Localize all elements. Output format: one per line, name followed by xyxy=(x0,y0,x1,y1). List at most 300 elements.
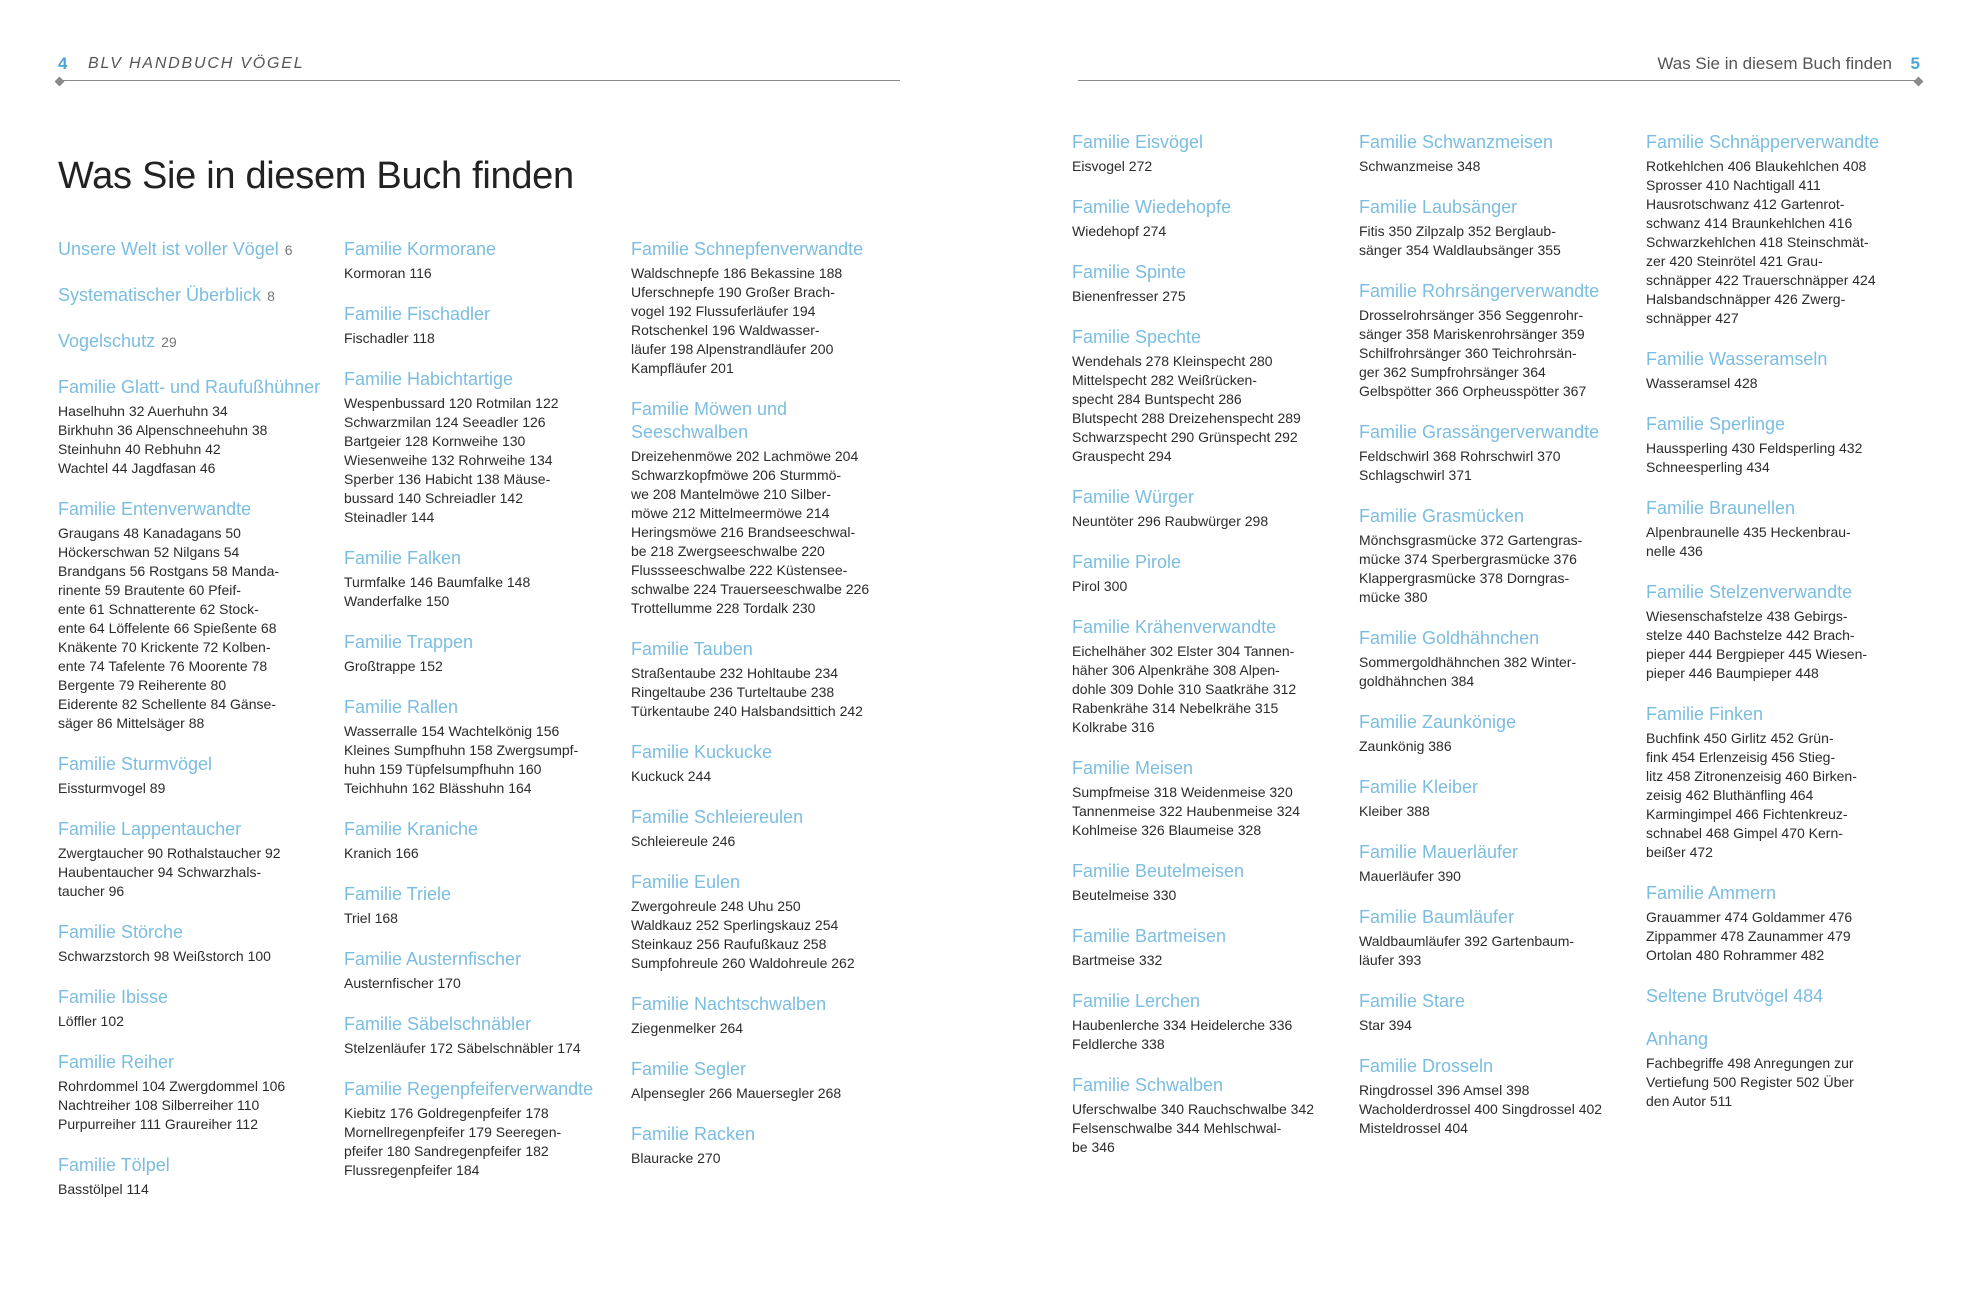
family-entry xyxy=(1359,841,1631,886)
species-line: Ziegenmelker 264 xyxy=(631,1020,744,1036)
species-line: Bergente 79 Reiherente 80 xyxy=(58,677,227,693)
species-line: Felsenschwalbe 344 Mehlschwal- xyxy=(1072,1120,1282,1136)
species-line: Trottellumme 228 Tordalk 230 xyxy=(631,600,816,616)
species-line: Sumpfohreule 260 Waldohreule 262 xyxy=(631,955,855,971)
species-line: Steinhuhn 40 Rebhuhn 42 xyxy=(58,441,221,457)
species-line: Wespenbussard 120 Rotmilan 122 xyxy=(344,395,559,411)
family-heading: Familie Säbelschnäbler xyxy=(344,1014,532,1034)
species-line: we 208 Mantelmöwe 210 Silber- xyxy=(631,486,831,502)
family-heading: Familie Goldhähnchen xyxy=(1359,628,1540,648)
species-line: Triel 168 xyxy=(344,910,398,926)
family-entry xyxy=(1646,703,1918,862)
species-line: Schwarzspecht 290 Grünspecht 292 xyxy=(1072,429,1298,445)
species-line: Alpenbraunelle 435 Heckenbrau- xyxy=(1646,524,1851,540)
species-line: Waldkauz 252 Sperlingskauz 254 xyxy=(631,917,839,933)
species-line: Uferschwalbe 340 Rauchschwalbe 342 xyxy=(1072,1101,1315,1117)
family-heading: Familie Wiedehopfe xyxy=(1072,197,1232,217)
page-number: 4 xyxy=(58,54,68,73)
family-entry xyxy=(1359,776,1631,821)
family-heading: Familie Störche xyxy=(58,922,184,942)
species-line: Eichelhäher 302 Elster 304 Tannen- xyxy=(1072,643,1295,659)
species-line: Haussperling 430 Feldsperling 432 xyxy=(1646,440,1863,456)
family-heading: Familie Segler xyxy=(631,1059,747,1079)
species-line: ente 74 Tafelente 76 Moorente 78 xyxy=(58,658,268,674)
species-line: Eisvogel 272 xyxy=(1072,158,1153,174)
toc-entry-title: Vogelschutz xyxy=(58,331,156,351)
species-line: Haubentaucher 94 Schwarzhals- xyxy=(58,864,262,880)
species-line: Schwarzkehlchen 418 Steinschmät- xyxy=(1646,234,1869,250)
family-heading: Familie Kraniche xyxy=(344,819,479,839)
family-heading: Familie Grasmücken xyxy=(1359,506,1525,526)
family-entry xyxy=(344,303,616,348)
family-heading: Familie Meisen xyxy=(1072,758,1194,778)
species-line: möwe 212 Mittelmeermöwe 214 xyxy=(631,505,830,521)
species-line: Kranich 166 xyxy=(344,845,419,861)
species-line: mücke 380 xyxy=(1359,589,1428,605)
family-entry xyxy=(631,806,903,851)
family-heading: Familie Kleiber xyxy=(1359,777,1479,797)
family-entry xyxy=(1646,985,1918,1008)
species-line: Wachtel 44 Jagdfasan 46 xyxy=(58,460,216,476)
species-line: Zippammer 478 Zaunammer 479 xyxy=(1646,928,1851,944)
family-entry xyxy=(1359,196,1631,260)
family-heading: Familie Ibisse xyxy=(58,987,169,1007)
species-line: Blauracke 270 xyxy=(631,1150,721,1166)
family-heading: Familie Beutelmeisen xyxy=(1072,861,1245,881)
species-line: Drosselrohrsänger 356 Seggenrohr- xyxy=(1359,307,1584,323)
species-line: Kuckuck 244 xyxy=(631,768,712,784)
species-line: Eissturmvogel 89 xyxy=(58,780,166,796)
species-line: Hausrotschwanz 412 Gartenrot- xyxy=(1646,196,1845,212)
family-entry xyxy=(344,238,616,283)
species-line: zeisig 462 Bluthänfling 464 xyxy=(1646,787,1814,803)
species-line: Vertiefung 500 Register 502 Über xyxy=(1646,1074,1854,1090)
family-heading: Familie Mauerläufer xyxy=(1359,842,1519,862)
species-line: specht 284 Buntspecht 286 xyxy=(1072,391,1242,407)
species-line: Stelzenläufer 172 Säbelschnäbler 174 xyxy=(344,1040,581,1056)
family-heading: Familie Krähenverwandte xyxy=(1072,617,1277,637)
family-heading: Familie Kormorane xyxy=(344,239,497,259)
species-line: schwanz 414 Braunkehlchen 416 xyxy=(1646,215,1853,231)
family-heading: Familie Fischadler xyxy=(344,304,491,324)
family-entry xyxy=(1072,131,1344,176)
family-entry xyxy=(1359,906,1631,970)
family-entry xyxy=(631,1123,903,1168)
family-heading: Familie Wasseramseln xyxy=(1646,349,1828,369)
species-line: Wiedehopf 274 xyxy=(1072,223,1167,239)
species-line: huhn 159 Tüpfelsumpfhuhn 160 xyxy=(344,761,542,777)
species-line: Bartgeier 128 Kornweihe 130 xyxy=(344,433,526,449)
family-entry xyxy=(344,948,616,993)
toc-entry-page: 8 xyxy=(267,288,275,304)
species-line: Feldlerche 338 xyxy=(1072,1036,1165,1052)
family-entry xyxy=(1072,1074,1344,1157)
species-line: Kohlmeise 326 Blaumeise 328 xyxy=(1072,822,1262,838)
species-line: Basstölpel 114 xyxy=(58,1181,149,1197)
species-line: Zwergtaucher 90 Rothalstaucher 92 xyxy=(58,845,281,861)
family-entry xyxy=(58,921,330,966)
family-heading: Familie Schleiereulen xyxy=(631,807,804,827)
family-heading: Familie Rohrsängerverwandte xyxy=(1359,281,1600,301)
family-heading: Familie Rallen xyxy=(344,697,459,717)
family-entry xyxy=(1072,990,1344,1054)
family-heading: Familie Kuckucke xyxy=(631,742,773,762)
species-line: Grauspecht 294 xyxy=(1072,448,1172,464)
family-entry xyxy=(1359,711,1631,756)
family-entry xyxy=(1646,1028,1918,1111)
species-line: Höckerschwan 52 Nilgans 54 xyxy=(58,544,240,560)
species-line: Mornellregenpfeifer 179 Seeregen- xyxy=(344,1124,562,1140)
species-line: schnäpper 422 Trauerschnäpper 424 xyxy=(1646,272,1876,288)
family-entry xyxy=(58,1051,330,1134)
species-line: Bienenfresser 275 xyxy=(1072,288,1186,304)
species-line: sänger 358 Mariskenrohrsänger 359 xyxy=(1359,326,1585,342)
running-title: Was Sie in diesem Buch finden xyxy=(1657,54,1892,73)
species-line: pieper 444 Bergpieper 445 Wiesen- xyxy=(1646,646,1868,662)
species-line: Löffler 102 xyxy=(58,1013,124,1029)
family-entry xyxy=(631,993,903,1038)
species-line: häher 306 Alpenkrähe 308 Alpen- xyxy=(1072,662,1280,678)
species-line: Schilfrohrsänger 360 Teichrohrsän- xyxy=(1359,345,1577,361)
family-heading: Familie Drosseln xyxy=(1359,1056,1494,1076)
family-entry xyxy=(344,818,616,863)
family-heading: Familie Lerchen xyxy=(1072,991,1201,1011)
species-line: Türkentaube 240 Halsbandsittich 242 xyxy=(631,703,863,719)
species-line: be 346 xyxy=(1072,1139,1115,1155)
species-line: Mauerläufer 390 xyxy=(1359,868,1461,884)
species-line: Grauammer 474 Goldammer 476 xyxy=(1646,909,1853,925)
family-heading: Familie Eulen xyxy=(631,872,741,892)
family-entry xyxy=(344,696,616,798)
species-line: Mönchsgrasmücke 372 Gartengras- xyxy=(1359,532,1583,548)
species-line: Wanderfalke 150 xyxy=(344,593,450,609)
family-entry xyxy=(1359,421,1631,485)
page-title: Was Sie in diesem Buch finden xyxy=(58,155,574,197)
family-heading: Familie Austernfischer xyxy=(344,949,522,969)
species-line: mücke 374 Sperbergrasmücke 376 xyxy=(1359,551,1577,567)
family-entry xyxy=(344,547,616,611)
species-line: Gelbspötter 366 Orpheusspötter 367 xyxy=(1359,383,1587,399)
species-line: Ringdrossel 396 Amsel 398 xyxy=(1359,1082,1530,1098)
species-line: Kolkrabe 316 xyxy=(1072,719,1155,735)
toc-column xyxy=(1359,131,1631,1158)
family-heading: Familie Sturmvögel xyxy=(58,754,213,774)
family-entry xyxy=(1072,551,1344,596)
species-line: Haselhuhn 32 Auerhuhn 34 xyxy=(58,403,228,419)
family-entry xyxy=(58,1154,330,1199)
species-line: Haubenlerche 334 Heidelerche 336 xyxy=(1072,1017,1293,1033)
species-line: rinente 59 Brautente 60 Pfeif- xyxy=(58,582,241,598)
family-heading: Familie Tauben xyxy=(631,639,753,659)
family-heading: Familie Entenverwandte xyxy=(58,499,252,519)
species-line: Zwergohreule 248 Uhu 250 xyxy=(631,898,801,914)
family-heading: Familie Schwalben xyxy=(1072,1075,1224,1095)
family-entry xyxy=(1646,882,1918,965)
species-line: Ringeltaube 236 Turteltaube 238 xyxy=(631,684,835,700)
species-line: Knäkente 70 Krickente 72 Kolben- xyxy=(58,639,271,655)
page-number: 5 xyxy=(1910,54,1920,73)
running-header xyxy=(1078,53,1920,81)
species-line: sänger 354 Waldlaubsänger 355 xyxy=(1359,242,1561,258)
species-line: be 218 Zwergseeschwalbe 220 xyxy=(631,543,825,559)
species-line: läufer 198 Alpenstrandläufer 200 xyxy=(631,341,834,357)
toc-column xyxy=(344,238,616,1200)
species-line: Fischadler 118 xyxy=(344,330,435,346)
family-entry xyxy=(1646,131,1918,328)
species-line: Halsbandschnäpper 426 Zwerg- xyxy=(1646,291,1846,307)
family-heading: Familie Habichtartige xyxy=(344,369,514,389)
family-heading: Familie Grassängerverwandte xyxy=(1359,422,1600,442)
family-heading: Familie Braunellen xyxy=(1646,498,1796,518)
species-line: Buchfink 450 Girlitz 452 Grün- xyxy=(1646,730,1834,746)
family-entry xyxy=(1646,413,1918,477)
rule-end-marker xyxy=(55,77,65,87)
family-heading: Seltene Brutvögel 484 xyxy=(1646,986,1824,1006)
family-entry xyxy=(1072,860,1344,905)
toc-main-entry xyxy=(58,284,330,308)
species-line: Flussseeschwalbe 222 Küstensee- xyxy=(631,562,848,578)
family-heading: Familie Würger xyxy=(1072,487,1195,507)
header-rule xyxy=(58,80,900,81)
family-entry xyxy=(58,376,330,478)
species-line: Kleiber 388 xyxy=(1359,803,1430,819)
species-line: nelle 436 xyxy=(1646,543,1703,559)
family-entry xyxy=(58,753,330,798)
family-heading: Familie Eisvögel xyxy=(1072,132,1204,152)
family-entry xyxy=(631,871,903,973)
species-line: litz 458 Zitronenzeisig 460 Birken- xyxy=(1646,768,1857,784)
species-line: ger 362 Sumpfrohrsänger 364 xyxy=(1359,364,1546,380)
species-line: fink 454 Erlenzeisig 456 Stieg- xyxy=(1646,749,1836,765)
family-entry xyxy=(1072,616,1344,737)
species-line: Wendehals 278 Kleinspecht 280 xyxy=(1072,353,1273,369)
family-heading: Familie Bartmeisen xyxy=(1072,926,1227,946)
species-line: Rohrdommel 104 Zwergdommel 106 xyxy=(58,1078,286,1094)
toc-column xyxy=(1072,131,1344,1177)
species-line: Steinkauz 256 Raufußkauz 258 xyxy=(631,936,827,952)
family-entry xyxy=(344,368,616,527)
family-heading: Familie Schwanzmeisen xyxy=(1359,132,1554,152)
family-entry xyxy=(58,498,330,733)
species-line: Wiesenweihe 132 Rohrweihe 134 xyxy=(344,452,553,468)
toc-column xyxy=(58,238,330,1219)
family-entry xyxy=(1072,261,1344,306)
species-line: Tannenmeise 322 Haubenmeise 324 xyxy=(1072,803,1301,819)
species-line: Schwanzmeise 348 xyxy=(1359,158,1481,174)
family-entry xyxy=(344,883,616,928)
family-entry xyxy=(1072,925,1344,970)
family-entry xyxy=(344,1078,616,1180)
species-line: Turmfalke 146 Baumfalke 148 xyxy=(344,574,531,590)
species-line: pieper 446 Baumpieper 448 xyxy=(1646,665,1819,681)
family-heading: Familie Spinte xyxy=(1072,262,1187,282)
species-line: Austernfischer 170 xyxy=(344,975,461,991)
species-line: Misteldrossel 404 xyxy=(1359,1120,1468,1136)
species-line: vogel 192 Flussuferläufer 194 xyxy=(631,303,816,319)
species-line: Rotkehlchen 406 Blaukehlchen 408 xyxy=(1646,158,1867,174)
species-line: Dreizehenmöwe 202 Lachmöwe 204 xyxy=(631,448,859,464)
family-entry xyxy=(344,631,616,676)
species-line: Rotschenkel 196 Waldwasser- xyxy=(631,322,820,338)
species-line: Pirol 300 xyxy=(1072,578,1128,594)
family-heading: Familie Reiher xyxy=(58,1052,175,1072)
species-line: taucher 96 xyxy=(58,883,125,899)
family-entry xyxy=(344,1013,616,1058)
family-entry xyxy=(1359,280,1631,401)
species-line: Star 394 xyxy=(1359,1017,1412,1033)
species-line: Kiebitz 176 Goldregenpfeifer 178 xyxy=(344,1105,549,1121)
species-line: Bartmeise 332 xyxy=(1072,952,1163,968)
species-line: säger 86 Mittelsäger 88 xyxy=(58,715,205,731)
family-entry xyxy=(1646,348,1918,393)
rule-end-marker xyxy=(1914,77,1924,87)
toc-entry-title: Unsere Welt ist voller Vögel xyxy=(58,239,279,259)
species-line: Wasseramsel 428 xyxy=(1646,375,1758,391)
toc-column xyxy=(1646,131,1918,1131)
species-line: Steinadler 144 xyxy=(344,509,435,525)
family-entry xyxy=(1646,497,1918,561)
family-entry xyxy=(58,986,330,1031)
species-line: pfeifer 180 Sandregenpfeifer 182 xyxy=(344,1143,549,1159)
species-line: Karmingimpel 466 Fichtenkreuz- xyxy=(1646,806,1848,822)
species-line: ente 64 Löffelente 66 Spießente 68 xyxy=(58,620,277,636)
species-line: Nachtreiher 108 Silberreiher 110 xyxy=(58,1097,260,1113)
species-line: Straßentaube 232 Hohltaube 234 xyxy=(631,665,839,681)
family-heading: Familie Ammern xyxy=(1646,883,1777,903)
species-line: Mittelspecht 282 Weißrücken- xyxy=(1072,372,1257,388)
species-line: goldhähnchen 384 xyxy=(1359,673,1475,689)
family-heading: Anhang xyxy=(1646,1029,1709,1049)
species-line: schwalbe 224 Trauerseeschwalbe 226 xyxy=(631,581,870,597)
family-heading: Familie Sperlinge xyxy=(1646,414,1786,434)
toc-entry-page: 29 xyxy=(161,334,177,350)
family-heading: Familie Stare xyxy=(1359,991,1466,1011)
species-line: Rabenkrähe 314 Nebelkrähe 315 xyxy=(1072,700,1279,716)
species-line: Kampfläufer 201 xyxy=(631,360,734,376)
species-line: Heringsmöwe 216 Brandseeschwal- xyxy=(631,524,856,540)
species-line: Flussregenpfeifer 184 xyxy=(344,1162,480,1178)
family-entry xyxy=(1359,1055,1631,1138)
family-heading: Familie Laubsänger xyxy=(1359,197,1518,217)
family-entry xyxy=(631,238,903,378)
running-header xyxy=(58,53,900,81)
species-line: Beutelmeise 330 xyxy=(1072,887,1177,903)
family-entry xyxy=(1072,326,1344,466)
species-line: Sumpfmeise 318 Weidenmeise 320 xyxy=(1072,784,1293,800)
species-line: Blutspecht 288 Dreizehenspecht 289 xyxy=(1072,410,1301,426)
family-heading: Familie Falken xyxy=(344,548,462,568)
species-line: bussard 140 Schreiadler 142 xyxy=(344,490,524,506)
family-heading: Familie Pirole xyxy=(1072,552,1182,572)
species-line: Waldbaumläufer 392 Gartenbaum- xyxy=(1359,933,1575,949)
species-line: Schneesperling 434 xyxy=(1646,459,1770,475)
book-title: BLV HANDBUCH VÖGEL xyxy=(88,55,305,72)
species-line: ente 61 Schnatterente 62 Stock- xyxy=(58,601,259,617)
species-line: Schwarzkopfmöwe 206 Sturmmö- xyxy=(631,467,842,483)
species-line: Feldschwirl 368 Rohrschwirl 370 xyxy=(1359,448,1561,464)
species-line: Klappergrasmücke 378 Dorngras- xyxy=(1359,570,1570,586)
header-rule xyxy=(1078,80,1920,81)
species-line: schnabel 468 Gimpel 470 Kern- xyxy=(1646,825,1843,841)
species-line: zer 420 Steinrötel 421 Grau- xyxy=(1646,253,1823,269)
species-line: schnäpper 427 xyxy=(1646,310,1739,326)
species-line: Graugans 48 Kanadagans 50 xyxy=(58,525,241,541)
family-heading: Familie Glatt- und Raufußhühner xyxy=(58,377,321,397)
species-line: den Autor 511 xyxy=(1646,1093,1733,1109)
species-line: Zaunkönig 386 xyxy=(1359,738,1452,754)
toc-entry-title: Systematischer Überblick xyxy=(58,285,262,305)
toc-column xyxy=(631,238,903,1188)
species-line: Purpurreiher 111 Graureiher 112 xyxy=(58,1116,258,1132)
species-line: Großtrappe 152 xyxy=(344,658,443,674)
species-line: Schlagschwirl 371 xyxy=(1359,467,1472,483)
species-line: Fachbegriffe 498 Anregungen zur xyxy=(1646,1055,1854,1071)
species-line: Wacholderdrossel 400 Singdrossel 402 xyxy=(1359,1101,1603,1117)
species-line: Wiesenschafstelze 438 Gebirgs- xyxy=(1646,608,1848,624)
family-heading: Familie Stelzenverwandte xyxy=(1646,582,1853,602)
species-line: Wasserralle 154 Wachtelkönig 156 xyxy=(344,723,560,739)
family-heading: Familie Lappentaucher xyxy=(58,819,242,839)
family-entry xyxy=(1359,505,1631,607)
family-heading: Familie Triele xyxy=(344,884,452,904)
species-line: dohle 309 Dohle 310 Saatkrähe 312 xyxy=(1072,681,1297,697)
family-heading: Familie Nachtschwalben xyxy=(631,994,827,1014)
family-entry xyxy=(1646,581,1918,683)
species-line: Fitis 350 Zilpzalp 352 Berglaub- xyxy=(1359,223,1556,239)
family-heading: Familie Baumläufer xyxy=(1359,907,1515,927)
species-line: Teichhuhn 162 Blässhuhn 164 xyxy=(344,780,532,796)
family-entry xyxy=(1072,196,1344,241)
family-entry xyxy=(58,818,330,901)
family-heading: Familie Schnepfenverwandte xyxy=(631,239,864,259)
species-line: Kleines Sumpfhuhn 158 Zwergsumpf- xyxy=(344,742,579,758)
species-line: läufer 393 xyxy=(1359,952,1422,968)
family-heading: Familie Möwen und Seeschwalben xyxy=(631,399,788,442)
species-line: Uferschnepfe 190 Großer Brach- xyxy=(631,284,835,300)
family-entry xyxy=(1359,990,1631,1035)
species-line: stelze 440 Bachstelze 442 Brach- xyxy=(1646,627,1855,643)
family-entry xyxy=(1359,627,1631,691)
family-entry xyxy=(631,638,903,721)
family-heading: Familie Trappen xyxy=(344,632,474,652)
toc-main-entry xyxy=(58,238,330,262)
family-entry xyxy=(1359,131,1631,176)
species-line: Waldschnepfe 186 Bekassine 188 xyxy=(631,265,843,281)
species-line: Sprosser 410 Nachtigall 411 xyxy=(1646,177,1821,193)
toc-main-entry xyxy=(58,330,330,354)
species-line: Kormoran 116 xyxy=(344,265,432,281)
species-line: Neuntöter 296 Raubwürger 298 xyxy=(1072,513,1269,529)
family-heading: Familie Spechte xyxy=(1072,327,1202,347)
species-line: Birkhuhn 36 Alpenschneehuhn 38 xyxy=(58,422,268,438)
family-heading: Familie Tölpel xyxy=(58,1155,170,1175)
species-line: Sommergoldhähnchen 382 Winter- xyxy=(1359,654,1577,670)
family-heading: Familie Zaunkönige xyxy=(1359,712,1517,732)
species-line: beißer 472 xyxy=(1646,844,1713,860)
family-entry xyxy=(1072,486,1344,531)
species-line: Brandgans 56 Rostgans 58 Manda- xyxy=(58,563,280,579)
species-line: Ortolan 480 Rohrammer 482 xyxy=(1646,947,1825,963)
species-line: Sperber 136 Habicht 138 Mäuse- xyxy=(344,471,551,487)
family-heading: Familie Racken xyxy=(631,1124,756,1144)
family-heading: Familie Schnäpperverwandte xyxy=(1646,132,1880,152)
family-heading: Familie Regenpfeiferverwandte xyxy=(344,1079,594,1099)
species-line: Eiderente 82 Schellente 84 Gänse- xyxy=(58,696,276,712)
family-entry xyxy=(631,1058,903,1103)
family-entry xyxy=(631,398,903,618)
family-entry xyxy=(1072,757,1344,840)
species-line: Schwarzstorch 98 Weißstorch 100 xyxy=(58,948,271,964)
